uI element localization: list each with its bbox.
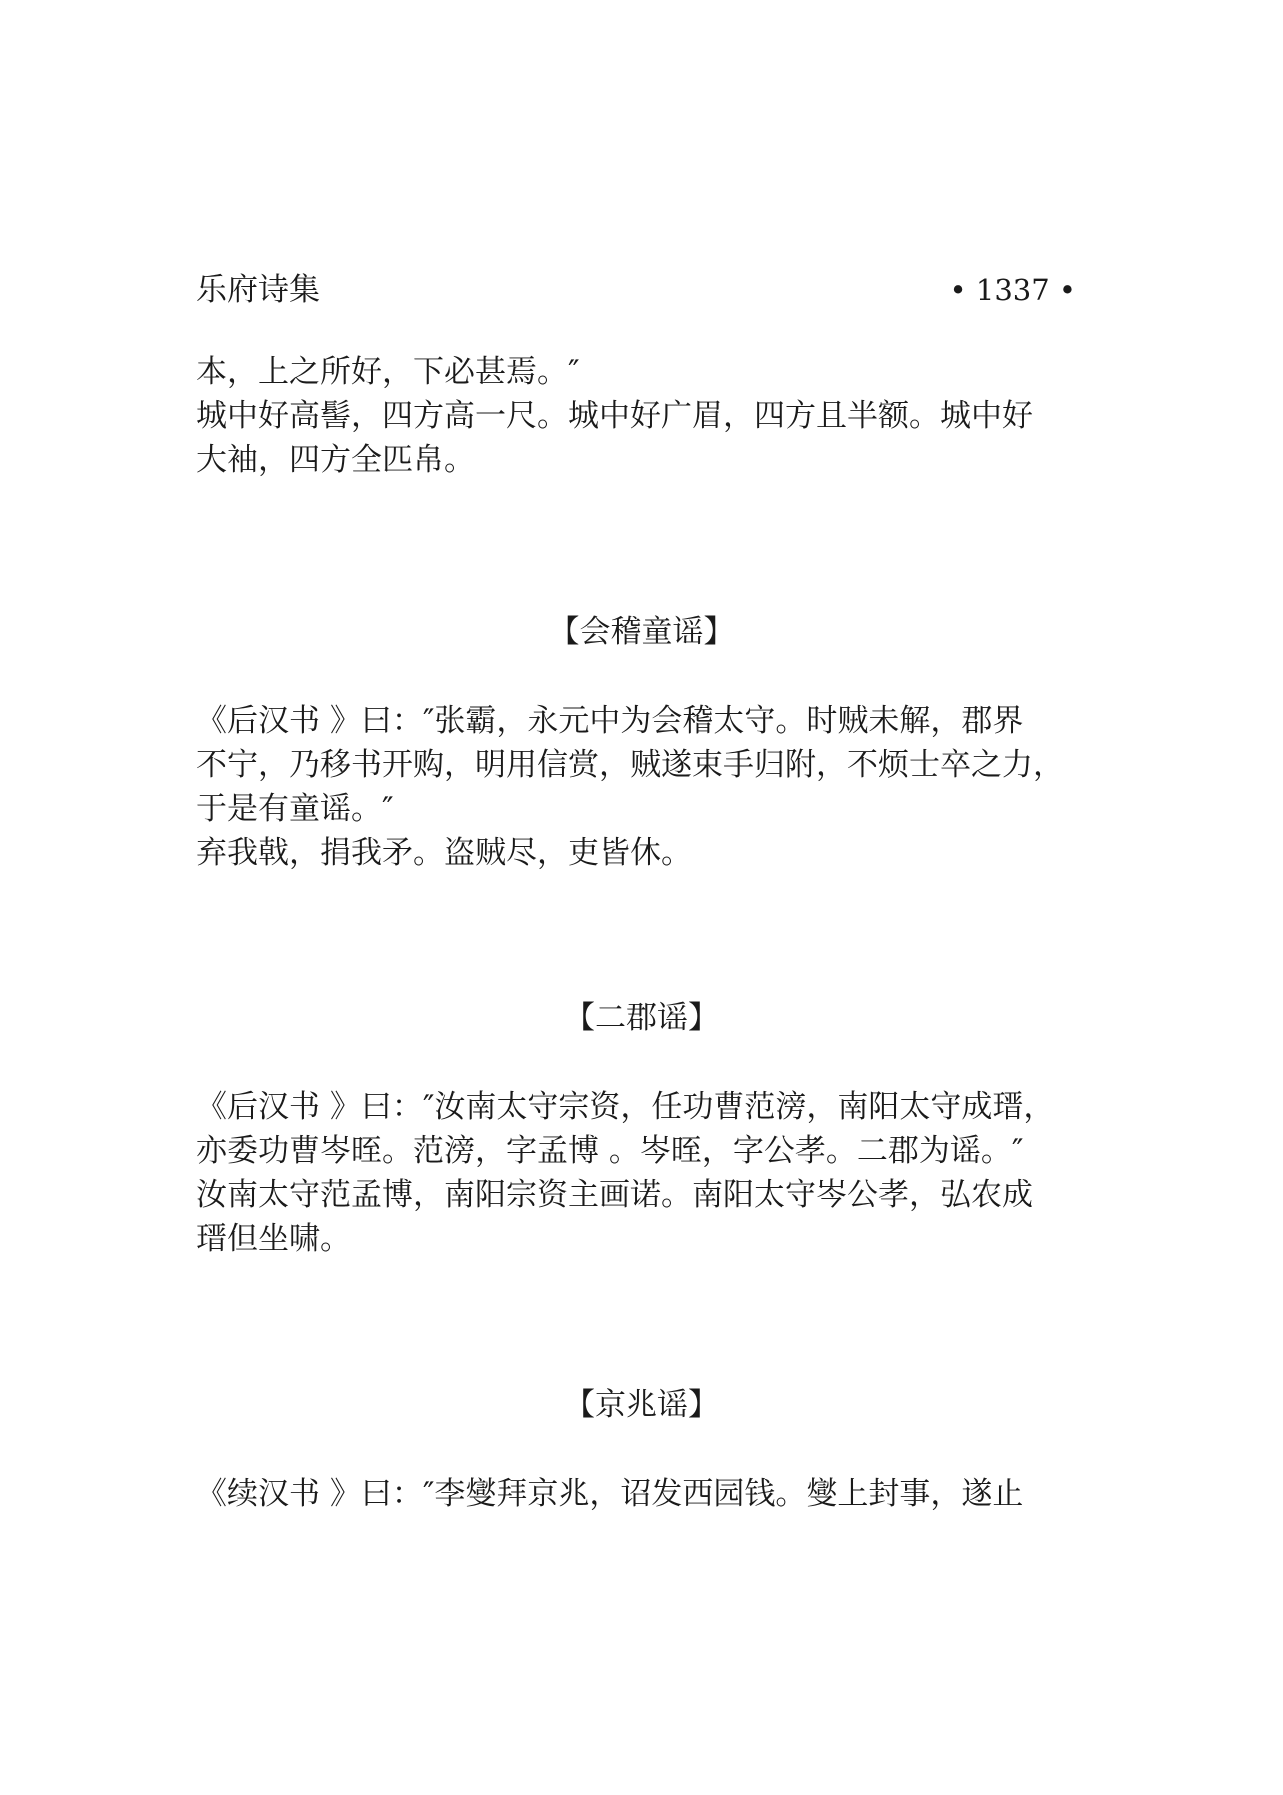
text-line: 于是有童谣。″ (196, 791, 394, 827)
section-body-kuaiji (196, 699, 1096, 875)
intro-paragraph (196, 350, 1096, 482)
text-line: 城中好高髻，四方高一尺。城中好广眉，四方且半额。城中好 (196, 398, 1033, 434)
section-heading-erjun: 【二郡谣】 (564, 1000, 719, 1036)
section-heading-kuaiji: 【会稽童谣】 (548, 614, 735, 650)
text-line: 汝南太守范孟博，南阳宗资主画诺。南阳太守岑公孝，弘农成 (196, 1177, 1033, 1213)
text-line: 《后汉书 》曰：″汝南太守宗资，任功曹范滂，南阳太守成瑨， (196, 1089, 1055, 1125)
page-header (196, 268, 1076, 312)
text-line: 亦委功曹岑晊。范滂，字孟博 。岑晊，字公孝。二郡为谣。″ (196, 1133, 1024, 1169)
text-line: 大袖，四方全匹帛。 (196, 442, 475, 478)
text-line: 不宁，乃移书开购，明用信赏，贼遂束手归附，不烦士卒之力， (196, 747, 1064, 783)
text-line: 瑨但坐啸。 (196, 1221, 351, 1257)
book-title: 乐府诗集 (196, 272, 320, 308)
section-body-jingzhao (196, 1472, 1096, 1516)
text-line: 本，上之所好，下必甚焉。″ (196, 354, 580, 390)
page-number: • 1337 • (949, 273, 1076, 307)
text-line: 《后汉书 》曰：″张霸，永元中为会稽太守。时贼未解，郡界 (196, 703, 1024, 739)
text-line: 弃我戟，捐我矛。盗贼尽，吏皆休。 (196, 835, 692, 871)
text-line: 《续汉书 》曰：″李燮拜京兆，诏发西园钱。燮上封事，遂止 (196, 1476, 1024, 1512)
section-body-erjun (196, 1085, 1096, 1261)
section-heading-jingzhao: 【京兆谣】 (564, 1387, 719, 1423)
